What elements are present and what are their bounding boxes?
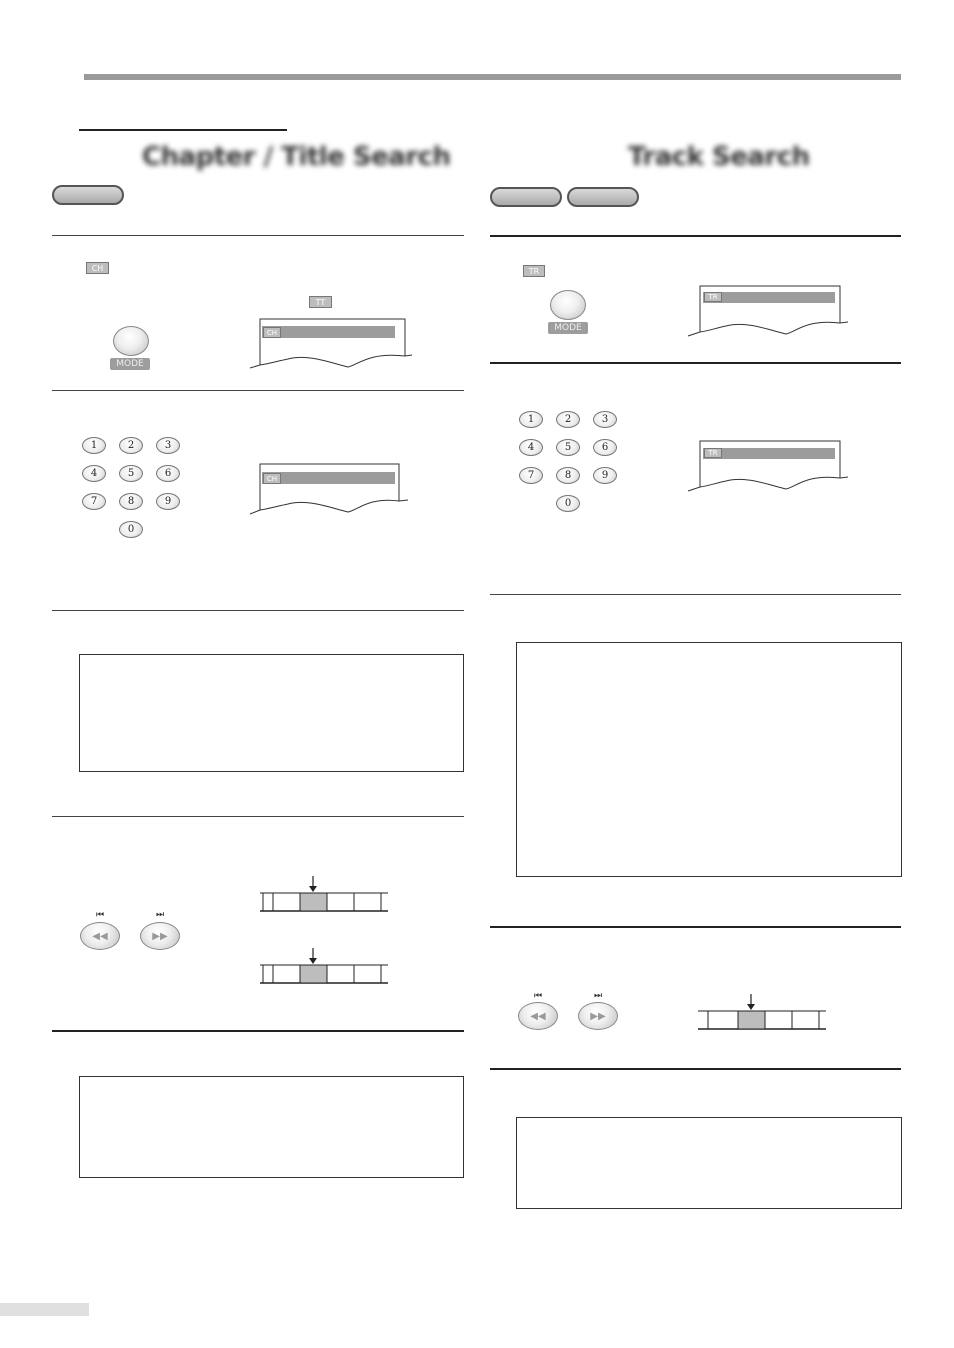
skip-back-button[interactable]: ◀◀: [80, 922, 120, 950]
key-2-button[interactable]: 2: [119, 437, 143, 454]
mode-label: MODE: [548, 322, 588, 334]
mode-label: MODE: [110, 358, 150, 370]
mode-button[interactable]: [550, 290, 586, 320]
track-search-heading: Track Search: [628, 142, 810, 172]
disc-type-badge: [52, 185, 124, 205]
key-0-button[interactable]: 0: [119, 521, 143, 538]
section-underline: [79, 129, 287, 131]
note-box: [79, 654, 464, 772]
note-box: [516, 642, 902, 877]
step-divider: [52, 1030, 464, 1032]
mode-button[interactable]: [113, 326, 149, 356]
step-divider: [52, 235, 464, 236]
skip-forward-button[interactable]: ▶▶: [140, 922, 180, 950]
step-divider: [490, 362, 901, 364]
chapter-osd-tag: CH: [263, 327, 281, 338]
key-5-button[interactable]: 5: [119, 465, 143, 482]
title-tag: TT: [309, 296, 332, 308]
chapter-title-search-heading: Chapter / Title Search: [142, 142, 451, 172]
step-divider: [52, 610, 464, 611]
key-4-button[interactable]: 4: [519, 439, 543, 456]
chapter-timeline-bottom: [258, 946, 394, 988]
key-6-button[interactable]: 6: [156, 465, 180, 482]
step-divider: [52, 816, 464, 817]
chapter-osd-tag: CH: [263, 473, 281, 484]
chapter-number-display: [248, 463, 414, 519]
skip-back-icon: ⏮: [533, 991, 543, 1001]
track-tag: TR: [523, 265, 545, 277]
key-5-button[interactable]: 5: [556, 439, 580, 456]
key-1-button[interactable]: 1: [519, 411, 543, 428]
key-3-button[interactable]: 3: [156, 437, 180, 454]
key-8-button[interactable]: 8: [119, 493, 143, 510]
key-3-button[interactable]: 3: [593, 411, 617, 428]
key-7-button[interactable]: 7: [82, 493, 106, 510]
note-box: [516, 1117, 902, 1209]
key-9-button[interactable]: 9: [593, 467, 617, 484]
key-2-button[interactable]: 2: [556, 411, 580, 428]
step-divider: [490, 926, 901, 928]
chapter-tag: CH: [86, 262, 109, 274]
skip-back-icon: ⏮: [95, 910, 105, 920]
key-4-button[interactable]: 4: [82, 465, 106, 482]
track-osd-tag: TR: [704, 448, 722, 458]
step-divider: [52, 390, 464, 391]
step-divider: [490, 235, 901, 237]
key-7-button[interactable]: 7: [519, 467, 543, 484]
skip-forward-button[interactable]: ▶▶: [578, 1002, 618, 1030]
key-6-button[interactable]: 6: [593, 439, 617, 456]
chapter-timeline-top: [258, 874, 394, 916]
header-rule: [84, 74, 901, 80]
key-8-button[interactable]: 8: [556, 467, 580, 484]
skip-forward-icon: ⏭: [155, 910, 165, 920]
page-footer-tab: [0, 1303, 89, 1316]
note-box: [79, 1076, 464, 1178]
track-timeline: [696, 992, 832, 1034]
key-1-button[interactable]: 1: [82, 437, 106, 454]
track-osd-tag: TR: [704, 292, 722, 302]
disc-type-badge: [490, 187, 562, 207]
disc-type-badge: [567, 187, 639, 207]
skip-back-button[interactable]: ◀◀: [518, 1002, 558, 1030]
step-divider: [490, 594, 901, 595]
key-9-button[interactable]: 9: [156, 493, 180, 510]
skip-forward-icon: ⏭: [593, 991, 603, 1001]
key-0-button[interactable]: 0: [556, 495, 580, 512]
step-divider: [490, 1068, 901, 1070]
